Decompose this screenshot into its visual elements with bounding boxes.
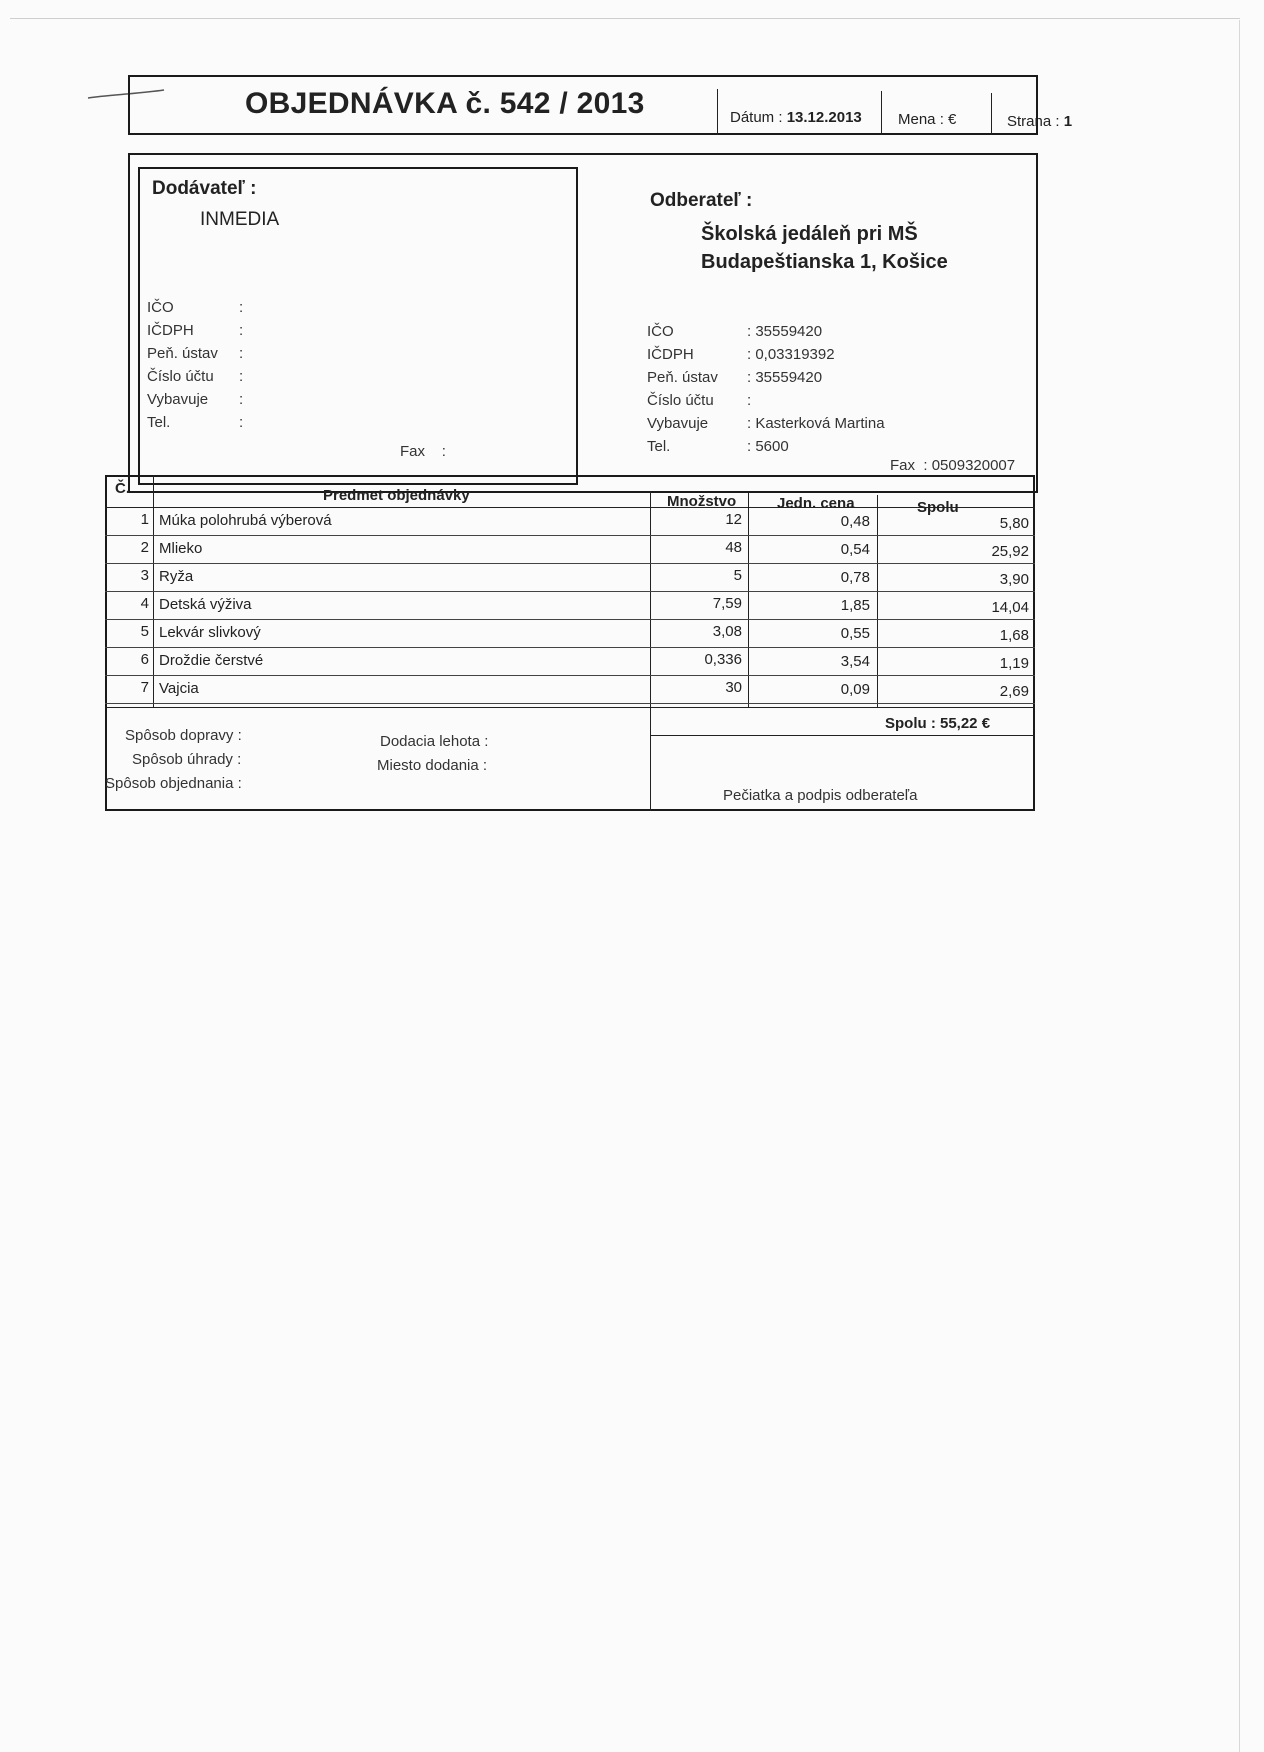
table-row-divider [105,535,1035,536]
col-header-unit: Jedn. cena [777,495,855,512]
row-item-name: Múka polohrubá výberová [159,512,332,529]
page-right-edge [1239,20,1240,1752]
row-item-name: Mlieko [159,540,203,557]
row-total: 2,69 [999,683,1029,700]
row-item-name: Detská výživa [159,596,252,613]
row-item-name: Droždie čerstvé [159,652,264,669]
row-unit-price: 0,48 [840,513,870,530]
row-item-name: Lekvár slivkový [159,624,261,641]
row-total: 14,04 [991,599,1029,616]
delivery-term-label: Dodacia lehota : [380,733,489,750]
table-row-divider [105,647,1035,648]
row-total: 1,68 [999,627,1029,644]
currency-field: Mena : € [898,111,957,128]
customer-heading: Odberateľ : [650,190,753,211]
supplier-fields: IČO : IČDPH : Peň. ústav : Číslo účtu : Vybavuje : Tel. : [147,299,244,431]
row-total: 3,90 [999,571,1029,588]
row-unit-price: 0,54 [840,541,870,558]
date-field: Dátum : 13.12.2013 [730,109,862,126]
page-number-field: Strana : 1 [1007,113,1073,130]
row-quantity: 0,336 [704,651,742,668]
row-number: 3 [140,567,149,584]
customer-address: Budapeštianska 1, Košice [701,251,948,273]
table-row-divider [105,675,1035,676]
table-row-divider [105,619,1035,620]
row-quantity: 7,59 [712,595,742,612]
order-title: OBJEDNÁVKA č. 542 / 2013 [245,87,645,120]
order-method-label: Spôsob objednania : [105,775,242,792]
payment-label: Spôsob úhrady : [132,751,242,768]
customer-name: Školská jedáleň pri MŠ [701,223,918,245]
row-quantity: 3,08 [712,623,742,640]
row-quantity: 48 [725,539,742,556]
row-number: 1 [140,511,149,528]
row-unit-price: 0,78 [840,569,870,586]
row-item-name: Ryža [159,568,194,585]
supplier-heading: Dodávateľ : [152,178,257,199]
col-header-no: Č. [115,480,130,497]
row-quantity: 12 [725,511,742,528]
order-document [105,75,1135,915]
row-quantity: 5 [733,567,742,584]
row-total: 5,80 [999,515,1029,532]
row-unit-price: 0,09 [840,681,870,698]
signature-label: Pečiatka a podpis odberateľa [723,787,918,804]
row-total: 1,19 [999,655,1029,672]
row-unit-price: 0,55 [840,625,870,642]
row-number: 2 [140,539,149,556]
row-unit-price: 3,54 [840,653,870,670]
delivery-place-label: Miesto dodania : [377,757,488,774]
supplier-name: INMEDIA [200,209,280,230]
row-unit-price: 1,85 [840,597,870,614]
row-total: 25,92 [991,543,1029,560]
col-header-qty: Množstvo [667,493,737,510]
row-number: 4 [140,595,149,612]
row-quantity: 30 [725,679,742,696]
table-row-divider [105,703,1035,704]
row-number: 6 [140,651,149,668]
table-row-divider [105,591,1035,592]
col-header-item: Predmet objednávky [323,487,470,504]
row-item-name: Vajcia [159,680,199,697]
supplier-fax: Fax : [400,443,446,460]
row-number: 5 [140,623,149,640]
page-top-edge [10,18,1240,19]
transport-label: Spôsob dopravy : [125,727,242,744]
table-row-divider [105,563,1035,564]
customer-fields: IČO : 35559420 IČDPH : 0,03319392 Peň. ústav : 35559420 Číslo účtu : Vybavuje : Kasterková Martina Tel. : 5600 [647,323,885,455]
col-header-total: Spolu [917,499,959,516]
grand-total: Spolu : 55,22 € [885,715,991,732]
customer-fax: Fax : 0509320007 [890,457,1016,474]
row-number: 7 [140,679,149,696]
